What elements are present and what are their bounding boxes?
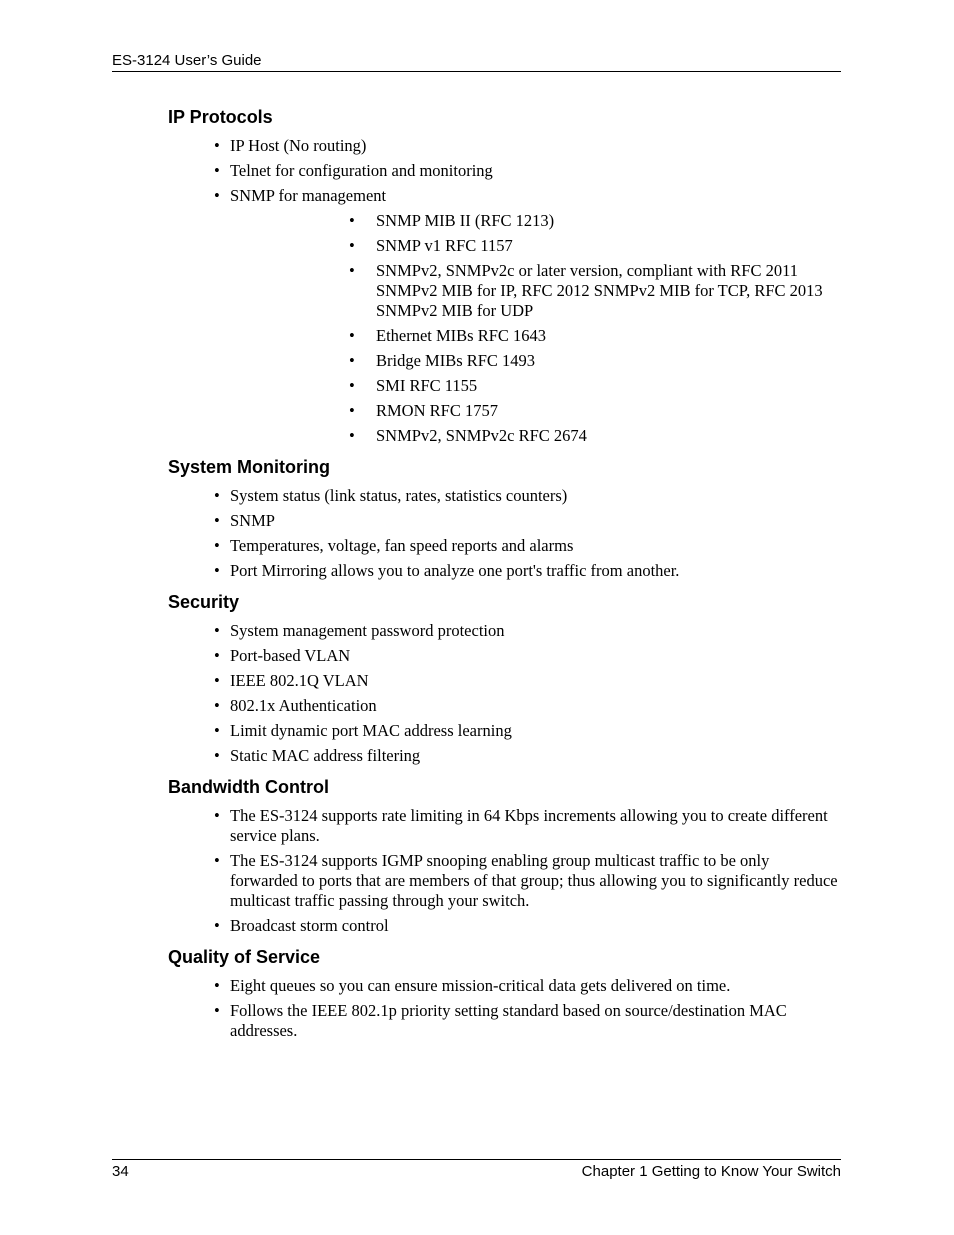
bullet-list [214,976,841,1041]
sub-list-item: • SNMPv2, SNMPv2c RFC 2674 [349,426,841,446]
list-item: • IP Host (No routing) [214,136,841,156]
list-item: • Telnet for configuration and monitoring [214,161,841,181]
list-item: • Broadcast storm control [214,916,841,936]
section-security [168,591,841,766]
list-item: • Port-based VLAN [214,646,841,666]
section-heading: Quality of Service [168,947,321,967]
sub-list-item: • Ethernet MIBs RFC 1643 [349,326,841,346]
list-item: • SNMP [214,511,841,531]
sub-bullet-list [349,211,841,446]
bullet-list [214,621,841,766]
list-item: • Follows the IEEE 802.1p priority setting standard based on source/destination MAC addresses. [214,1001,841,1041]
sub-list-item: • RMON RFC 1757 [349,401,841,421]
sub-list-item: • SNMP MIB II (RFC 1213) [349,211,841,231]
list-item: • System management password protection [214,621,841,641]
document-title: ES-3124 User’s Guide [112,52,262,69]
section-system-monitoring [168,456,841,581]
list-item: • Port Mirroring allows you to analyze one port's traffic from another. [214,561,841,581]
page-number: 34 [112,1163,129,1180]
sub-list-item: • SMI RFC 1155 [349,376,841,396]
sub-list-item: • Bridge MIBs RFC 1493 [349,351,841,371]
list-item: • The ES-3124 supports IGMP snooping enabling group multicast traffic to be only forwarded to ports that are members of that group; thus allowing you to significantly reduce multicast traffic passing through your switch. [214,851,841,911]
section-bandwidth-control [168,776,841,936]
bullet-list [214,806,841,936]
list-item: • Static MAC address filtering [214,746,841,766]
sub-list-item: • SNMPv2, SNMPv2c or later version, compliant with RFC 2011 SNMPv2 MIB for IP, RFC 2012 SNMPv2 MIB for TCP, RFC 2013 SNMPv2 MIB for UDP [349,261,841,321]
page-content [168,106,841,1051]
bullet-list [214,486,841,581]
section-heading: Security [168,592,240,612]
list-item: • Eight queues so you can ensure mission-critical data gets delivered on time. [214,976,841,996]
list-item-text: SNMP for management [230,186,387,205]
list-item: • Temperatures, voltage, fan speed reports and alarms [214,536,841,556]
sub-list-item: • SNMP v1 RFC 1157 [349,236,841,256]
section-quality-of-service [168,946,841,1041]
list-item [214,186,841,446]
list-item: • Limit dynamic port MAC address learning [214,721,841,741]
list-item: • The ES-3124 supports rate limiting in 64 Kbps increments allowing you to create different service plans. [214,806,841,846]
list-item: • IEEE 802.1Q VLAN [214,671,841,691]
list-item: • 802.1x Authentication [214,696,841,716]
section-heading: System Monitoring [168,457,331,477]
section-heading: IP Protocols [168,107,273,127]
list-item: • System status (link status, rates, statistics counters) [214,486,841,506]
page-header [112,52,841,72]
bullet-list [214,136,841,446]
chapter-title: Chapter 1 Getting to Know Your Switch [581,1163,841,1180]
page-footer [112,1159,841,1181]
section-ip-protocols [168,106,841,446]
section-heading: Bandwidth Control [168,777,329,797]
